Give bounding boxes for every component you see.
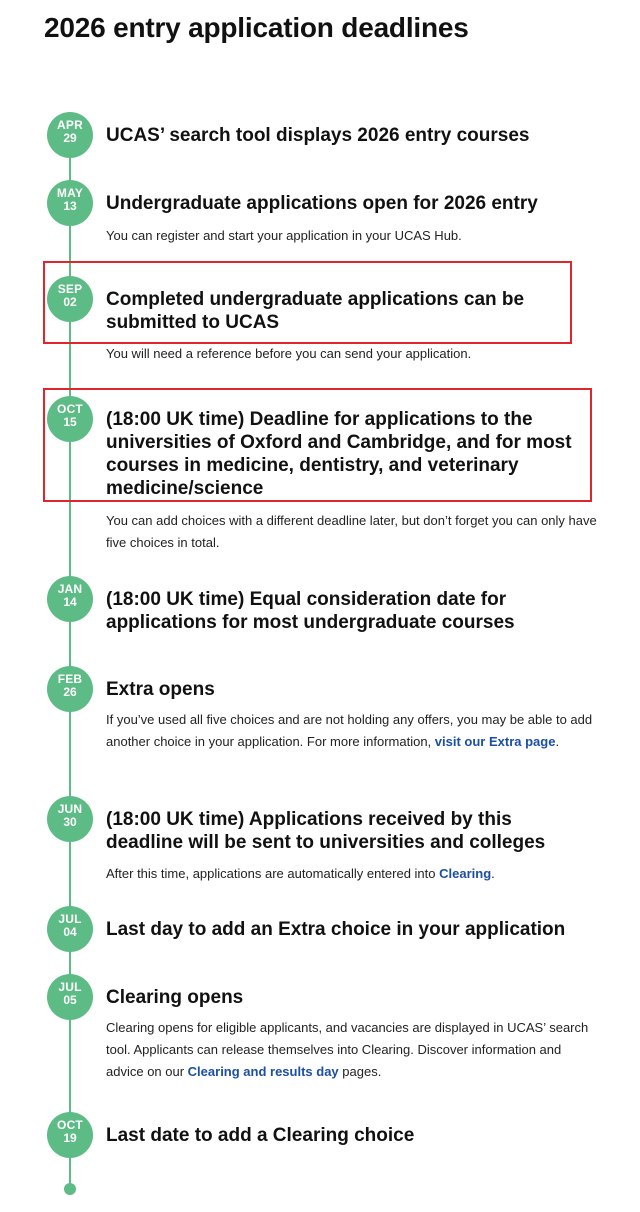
event-title: Last date to add a Clearing choice <box>106 1125 415 1146</box>
date-month: FEB <box>57 672 83 686</box>
date-badge <box>47 666 93 712</box>
event-title: Clearing opens <box>106 987 244 1008</box>
date-month: SEP <box>57 282 83 296</box>
event-title: Extra opens <box>106 679 215 700</box>
date-day: 02 <box>63 295 77 309</box>
event-description <box>106 709 596 753</box>
date-day: 29 <box>63 131 77 145</box>
date-day: 26 <box>63 685 77 699</box>
date-day: 05 <box>63 993 77 1007</box>
event-description-text: If you’ve used all five choices and are not holding any offers, you may be able to add another choice in your application. For more information, <box>106 712 593 749</box>
event-title: (18:00 UK time) Equal consideration date for applications for most undergraduate courses <box>106 589 515 633</box>
date-month: APR <box>57 118 83 132</box>
clearing-link[interactable]: Clearing <box>439 866 492 881</box>
date-month: JAN <box>57 582 83 596</box>
event-description <box>106 1017 596 1083</box>
date-month: OCT <box>57 402 83 416</box>
timeline-end-dot <box>64 1183 76 1195</box>
event-title: (18:00 UK time) Applications received by this deadline will be sent to universities and colleges <box>106 809 546 853</box>
page-title: 2026 entry application deadlines <box>44 12 469 43</box>
date-month: JUL <box>58 980 82 994</box>
clearing-and-results-day-link[interactable]: Clearing and results day <box>187 1064 339 1079</box>
event-description: You can add choices with a different deadline later, but don’t forget you can only have five choices in total. <box>106 513 597 550</box>
date-badge <box>47 276 93 322</box>
event-title: Last day to add an Extra choice in your application <box>106 919 566 940</box>
date-month: JUL <box>58 912 82 926</box>
date-badge <box>47 112 93 158</box>
date-day: 13 <box>63 199 77 213</box>
date-badge <box>47 1112 93 1158</box>
event-description-text: After this time, applications are automatically entered into <box>106 866 440 881</box>
date-day: 15 <box>63 415 77 429</box>
date-badge <box>47 974 93 1020</box>
event-description-text: . <box>491 866 495 881</box>
date-day: 19 <box>63 1131 77 1145</box>
event-title: Completed undergraduate applications can be submitted to UCAS <box>106 289 525 333</box>
date-badge <box>47 180 93 226</box>
event-title: (18:00 UK time) Deadline for applications to the universities of Oxford and Cambridge, and for most courses in medicine, dentistry, and veterinary medicine/science <box>106 409 572 499</box>
date-badge <box>47 576 93 622</box>
date-day: 04 <box>63 925 77 939</box>
event-description-text: . <box>555 734 560 749</box>
date-badge <box>47 396 93 442</box>
visit-extra-page-link[interactable]: visit our Extra page <box>434 734 556 749</box>
event-description <box>106 863 606 885</box>
event-title: UCAS’ search tool displays 2026 entry courses <box>106 125 530 146</box>
event-description-text: Clearing opens for eligible applicants, and vacancies are displayed in UCAS’ search tool. Applicants can release themselves into Clearing. Discover information and advice on our <box>106 1020 589 1079</box>
date-day: 14 <box>63 595 77 609</box>
date-month: OCT <box>57 1118 83 1132</box>
date-badge <box>47 906 93 952</box>
event-description: You can register and start your application in your UCAS Hub. <box>106 228 462 243</box>
date-day: 30 <box>63 815 77 829</box>
date-month: MAY <box>56 186 84 200</box>
date-badge <box>47 796 93 842</box>
event-description: You will need a reference before you can send your application. <box>106 346 472 361</box>
date-month: JUN <box>57 802 83 816</box>
event-description-text: pages. <box>338 1064 382 1079</box>
event-title: Undergraduate applications open for 2026 entry <box>106 193 538 214</box>
